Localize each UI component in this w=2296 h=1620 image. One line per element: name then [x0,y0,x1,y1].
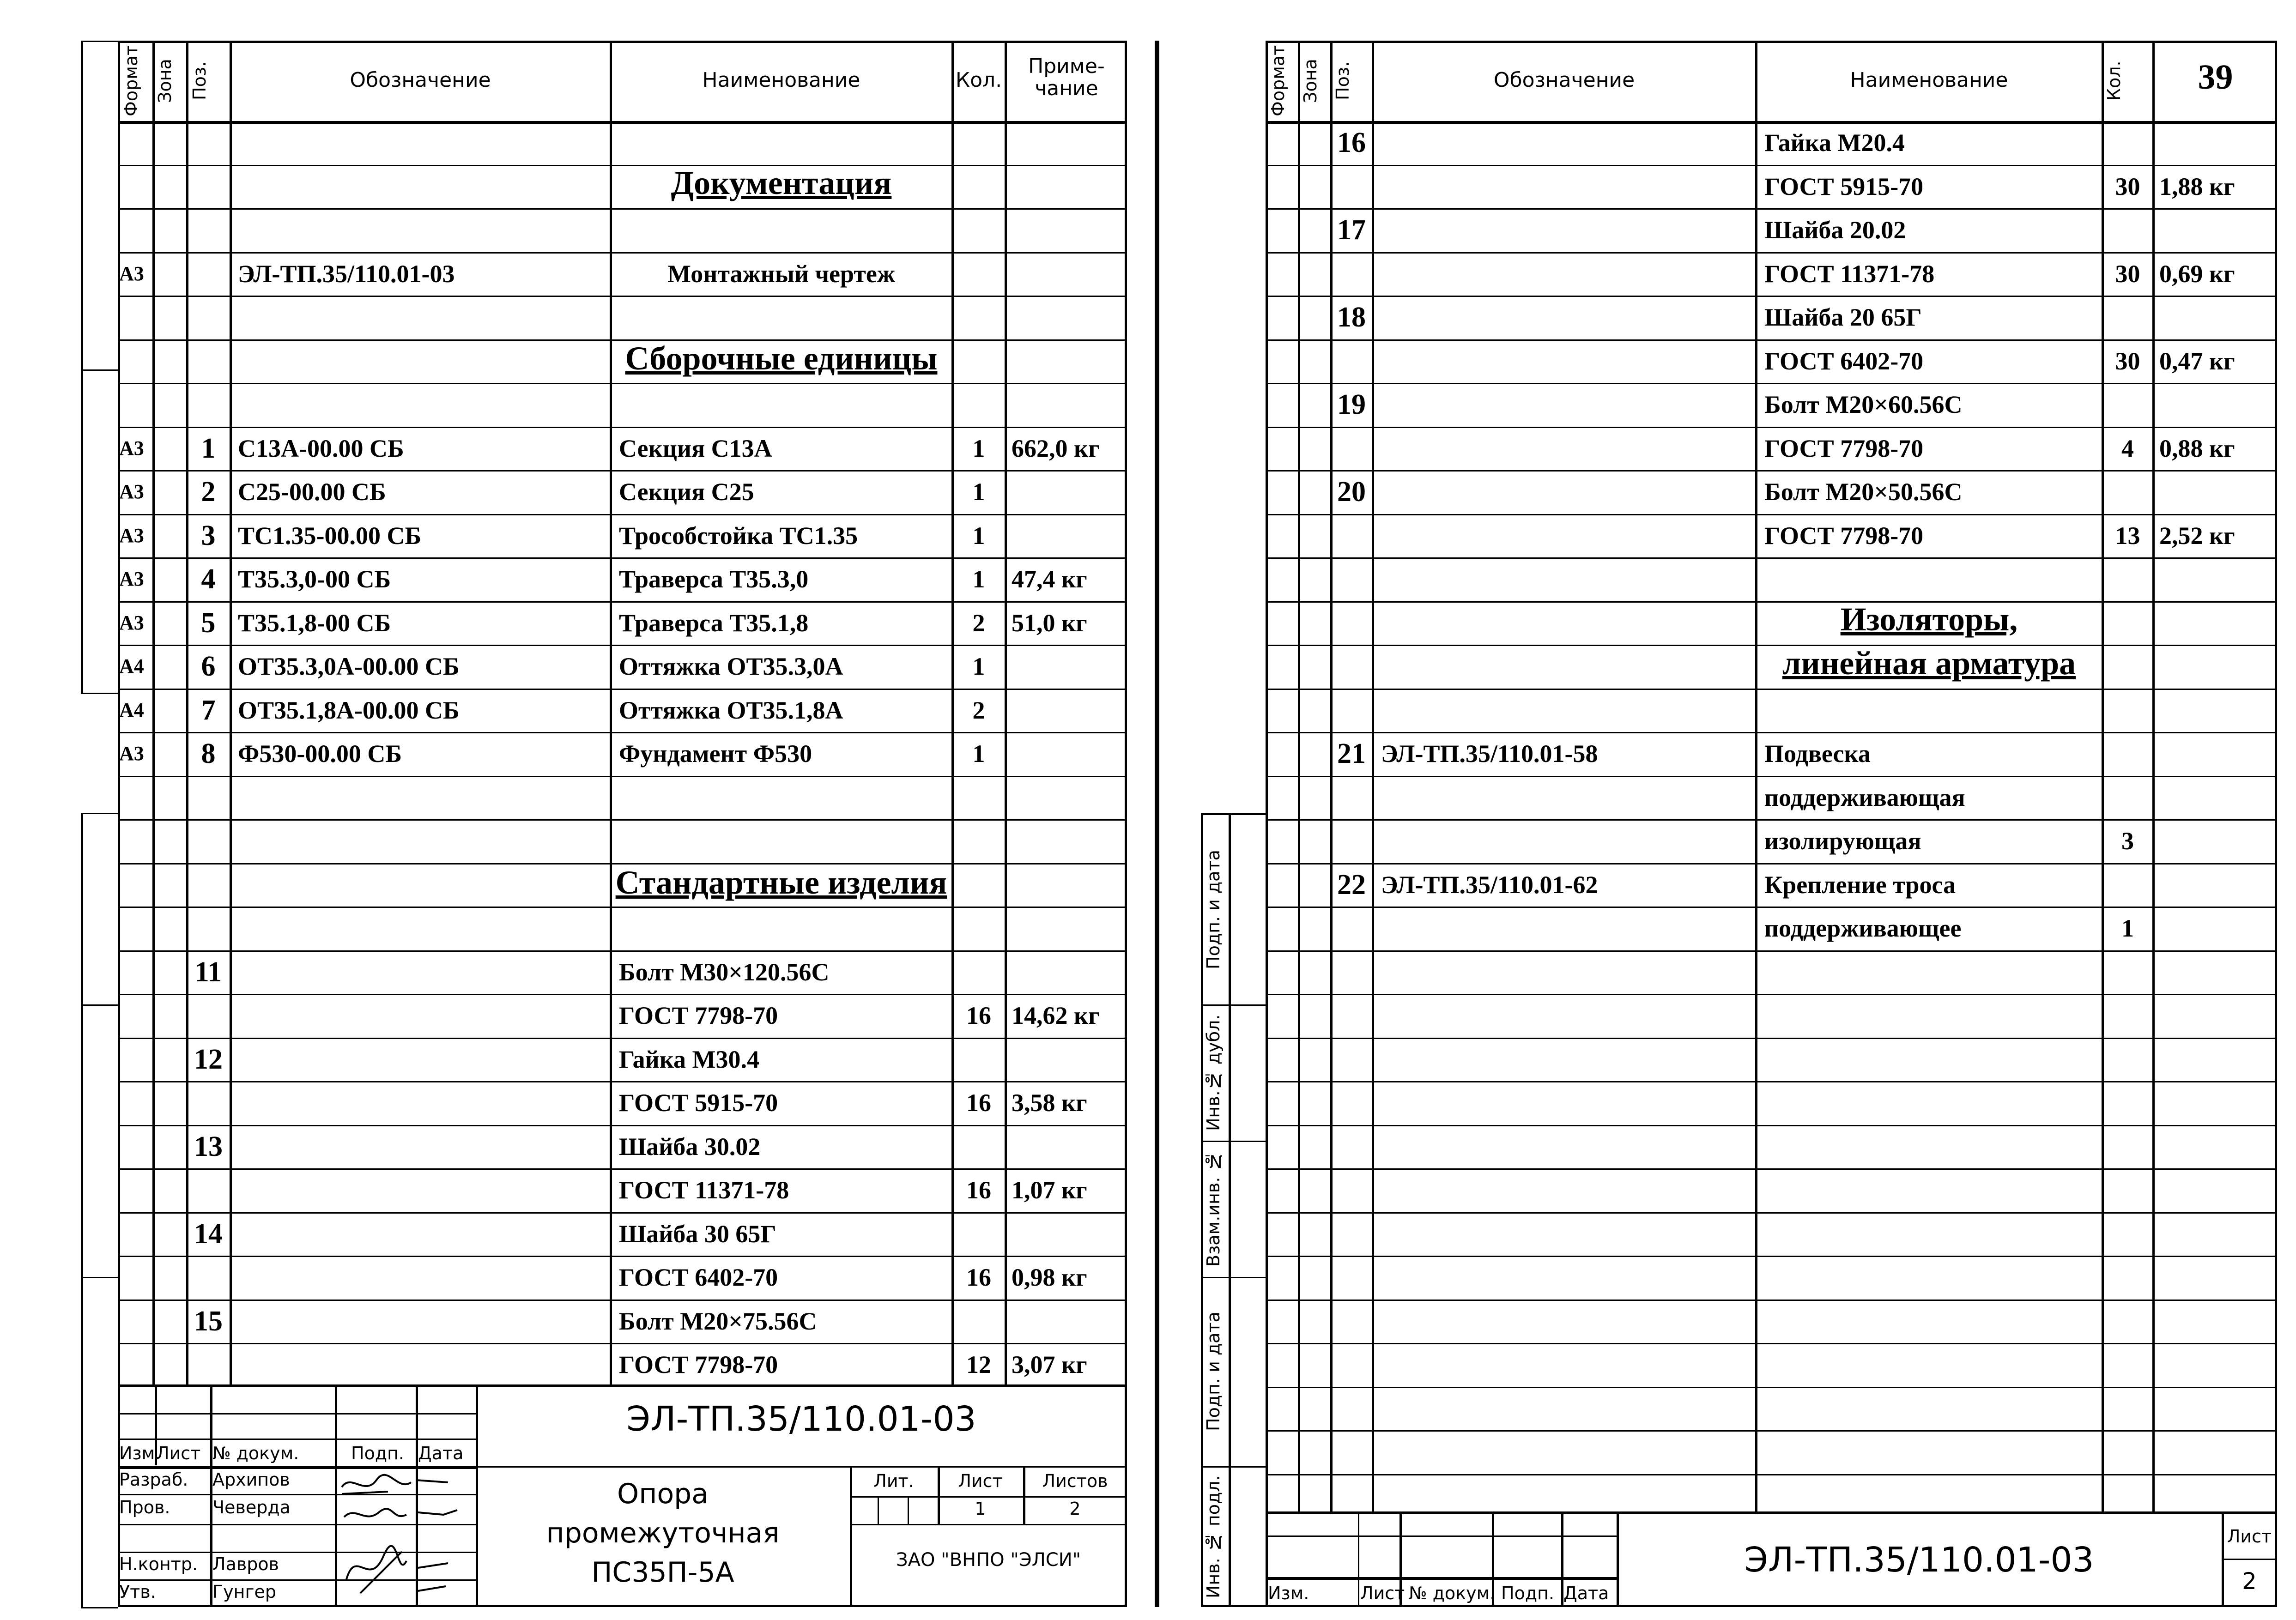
row-name: Болт М30×120.56С [619,958,830,986]
row-note: 0,88 кг [2159,435,2235,462]
row-designation: Т35.1,8-00 СБ [238,609,391,637]
row-position: 5 [201,607,216,639]
row-name: Оттяжка ОТ35.1,8А [619,696,843,724]
row-qty: 13 [2115,522,2140,550]
r-header-zone: Зона [1300,59,1321,103]
stamp-sheet-label: Лист [958,1471,1003,1491]
row-note: 47,4 кг [1012,565,1087,593]
r-stamp-document-code: ЭЛ-ТП.35/110.01-03 [1744,1540,2094,1580]
row-name: Шайба 30 65Г [619,1220,776,1248]
row-note: 662,0 кг [1012,435,1100,462]
row-position: 14 [194,1218,223,1250]
row-qty: 4 [2121,435,2134,462]
row-qty: 1 [972,522,985,550]
row-name: Подвеска [1764,740,1871,768]
row-name: ГОСТ 11371-78 [1764,260,1935,288]
header-note: Приме- чание [1028,54,1105,101]
row-position: 18 [1337,302,1366,333]
row-name: поддерживающая [1764,784,1965,811]
row-name: ГОСТ 7798-70 [1764,435,1924,462]
row-name: ГОСТ 5915-70 [1764,173,1924,200]
stamp-sheet-value: 1 [975,1499,986,1519]
label-sign-date-1: Подп. и дата [1203,850,1224,970]
row-name: ГОСТ 6402-70 [619,1263,778,1291]
r-stamp-sheet-label: Лист [2227,1526,2272,1547]
row-format: А3 [119,437,144,459]
row-qty: 12 [966,1351,991,1378]
label-vzam-inv: Взам.инв. № [1203,1151,1224,1267]
r-header-qty: Кол. [2104,60,2124,101]
row-name: поддерживающее [1764,914,1962,942]
row-position: 2 [201,476,216,508]
stamp-role-normcontrol: Н.контр. [119,1554,198,1574]
row-position: 12 [194,1044,223,1075]
label-inv-dubl: Инв.№ дубл. [1203,1014,1224,1131]
stamp-col-doc: № докум. [212,1443,299,1463]
row-name: ГОСТ 7798-70 [619,1002,778,1029]
row-note: 0,69 кг [2159,260,2235,288]
signature-scribbles [333,1469,485,1607]
row-qty: 16 [966,1089,991,1117]
stamp-title-line3: ПС35П-5А [591,1556,734,1589]
row-qty: 1 [972,435,985,462]
header-name: Наименование [702,68,860,92]
row-note: 51,0 кг [1012,609,1087,637]
row-note: 2,52 кг [2159,522,2235,550]
r-stamp-col-doc: № докум. [1409,1583,1496,1603]
row-note: 1,88 кг [2159,173,2235,200]
label-sign-date-2: Подп. и дата [1203,1312,1224,1432]
row-format: А3 [119,611,144,634]
stamp-col-list: Лист [156,1443,201,1463]
row-note: 3,07 кг [1012,1351,1087,1378]
header-designation: Обозначение [350,68,491,92]
row-position: 21 [1337,738,1366,769]
row-name: Оттяжка ОТ35.3,0А [619,653,843,680]
row-name: Шайба 20 65Г [1764,303,1922,331]
page-separator [1155,41,1159,1607]
row-name: Гайка М30.4 [619,1046,759,1073]
stamp-role-developer: Разраб. [119,1469,188,1490]
row-qty: 30 [2115,260,2140,288]
r-stamp-col-izm: Изм. [1268,1583,1309,1603]
row-format: А4 [119,699,144,721]
row-format: А3 [119,524,144,547]
row-position: 17 [1337,214,1366,246]
row-qty: 16 [966,1263,991,1291]
row-qty: 30 [2115,173,2140,200]
row-format: А3 [119,480,144,503]
row-qty: 16 [966,1002,991,1029]
row-name: Фундамент Ф530 [619,740,812,768]
row-name: Секция С13А [619,435,772,462]
row-qty: 16 [966,1176,991,1204]
row-name: Шайба 30.02 [619,1133,761,1161]
section-insulators-line1: Изоляторы, [1840,601,2018,638]
row-qty: 30 [2115,347,2140,375]
row-position: 3 [201,520,216,551]
stamp-col-date: Дата [418,1443,464,1463]
stamp-sheets-label: Листов [1042,1471,1108,1491]
row-name: Шайба 20.02 [1764,216,1906,244]
row-qty: 3 [2121,827,2134,855]
r-header-format: Формат [1268,45,1288,117]
row-name: изолирующая [1764,827,1921,855]
row-position: 13 [194,1131,223,1162]
stamp-title-line1: Опора [617,1478,709,1510]
row-name: Траверса Т35.3,0 [619,565,809,593]
section-standard: Стандартные изделия [615,864,947,901]
row-designation: ЭЛ-ТП.35/110.01-58 [1381,740,1598,768]
row-designation: Ф530-00.00 СБ [238,740,402,768]
row-position: 6 [201,651,216,682]
row-designation: ЭЛ-ТП.35/110.01-03 [238,260,455,288]
row-qty: 1 [972,478,985,506]
stamp-col-sign: Подп. [351,1443,405,1463]
row-name: Секция С25 [619,478,754,506]
section-assemblies: Сборочные единицы [625,340,938,377]
section-documentation: Документация [671,164,892,201]
r-header-pos: Поз. [1333,61,1353,101]
header-format: Формат [121,45,141,117]
row-name: Болт М20×50.56С [1764,478,1963,506]
r-stamp-col-date: Дата [1563,1583,1609,1603]
stamp-role-checker: Пров. [119,1497,170,1517]
row-qty: 2 [972,609,985,637]
r-header-designation: Обозначение [1493,68,1635,92]
row-qty: 1 [972,565,985,593]
row-qty: 1 [972,653,985,680]
row-name: ГОСТ 11371-78 [619,1176,789,1204]
row-position: 1 [201,433,216,464]
stamp-person-developer: Архипов [212,1469,290,1490]
row-name: Гайка М20.4 [1764,129,1905,157]
stamp-person-approver: Гунгер [212,1582,276,1602]
row-format: А3 [119,262,144,285]
row-note: 0,47 кг [2159,347,2235,375]
header-pos: Поз. [189,61,210,101]
row-designation: ОТ35.3,0А-00.00 СБ [238,653,460,680]
row-name: ГОСТ 7798-70 [1764,522,1924,550]
stamp-title-line2: промежуточная [546,1517,780,1549]
row-name: ГОСТ 7798-70 [619,1351,778,1378]
r-stamp-col-list: Лист [1360,1583,1405,1603]
stamp-role-approver: Утв. [119,1582,156,1602]
row-name: Монтажный чертеж [667,260,895,288]
row-qty: 1 [972,740,985,768]
stamp-organization: ЗАО "ВНПО "ЭЛСИ" [896,1549,1081,1571]
row-name: Болт М20×60.56С [1764,391,1963,418]
row-designation: ОТ35.1,8А-00.00 СБ [238,696,460,724]
row-position: 19 [1337,389,1366,420]
row-designation: ЭЛ-ТП.35/110.01-62 [1381,871,1598,899]
row-format: А4 [119,655,144,677]
r-stamp-sheet-value: 2 [2242,1568,2257,1595]
row-position: 11 [194,956,222,988]
stamp-person-checker: Чеверда [212,1497,291,1517]
stamp-document-code: ЭЛ-ТП.35/110.01-03 [626,1399,976,1439]
row-note: 3,58 кг [1012,1089,1087,1117]
row-position: 8 [201,738,216,769]
row-position: 7 [201,695,216,726]
row-position: 4 [201,563,216,595]
row-name: Болт М20×75.56С [619,1307,817,1335]
row-name: ГОСТ 6402-70 [1764,347,1924,375]
row-name: ГОСТ 5915-70 [619,1089,778,1117]
row-qty: 2 [972,696,985,724]
row-designation: С25-00.00 СБ [238,478,386,506]
stamp-lit-label: Лит. [873,1471,914,1491]
stamp-person-normcontrol: Лавров [212,1554,279,1574]
row-name: Трособстойка ТС1.35 [619,522,858,550]
section-insulators-line2: линейная арматура [1782,645,2076,682]
stamp-col-izm: Изм. [119,1443,161,1463]
stamp-sheets-value: 2 [1069,1499,1081,1519]
label-inv-podl: Инв. № подл. [1203,1475,1224,1598]
row-format: А3 [119,568,144,590]
row-designation: С13А-00.00 СБ [238,435,404,462]
r-header-name: Наименование [1850,68,2008,92]
left-binding-line [81,41,83,693]
r-stamp-col-sign: Подп. [1501,1583,1555,1603]
row-position: 22 [1337,869,1366,901]
row-qty: 1 [2121,914,2134,942]
row-name: Траверса Т35.1,8 [619,609,809,637]
row-name: Крепление троса [1764,871,1956,899]
row-position: 15 [194,1306,223,1337]
row-position: 16 [1337,127,1366,158]
row-note: 14,62 кг [1012,1002,1100,1029]
header-zone: Зона [155,59,175,103]
row-note: 1,07 кг [1012,1176,1087,1204]
row-designation: ТС1.35-00.00 СБ [238,522,422,550]
row-designation: Т35.3,0-00 СБ [238,565,391,593]
row-position: 20 [1337,476,1366,508]
page-number: 39 [2198,58,2233,97]
row-format: А3 [119,742,144,765]
row-note: 0,98 кг [1012,1263,1087,1291]
header-qty: Кол. [955,68,1002,92]
